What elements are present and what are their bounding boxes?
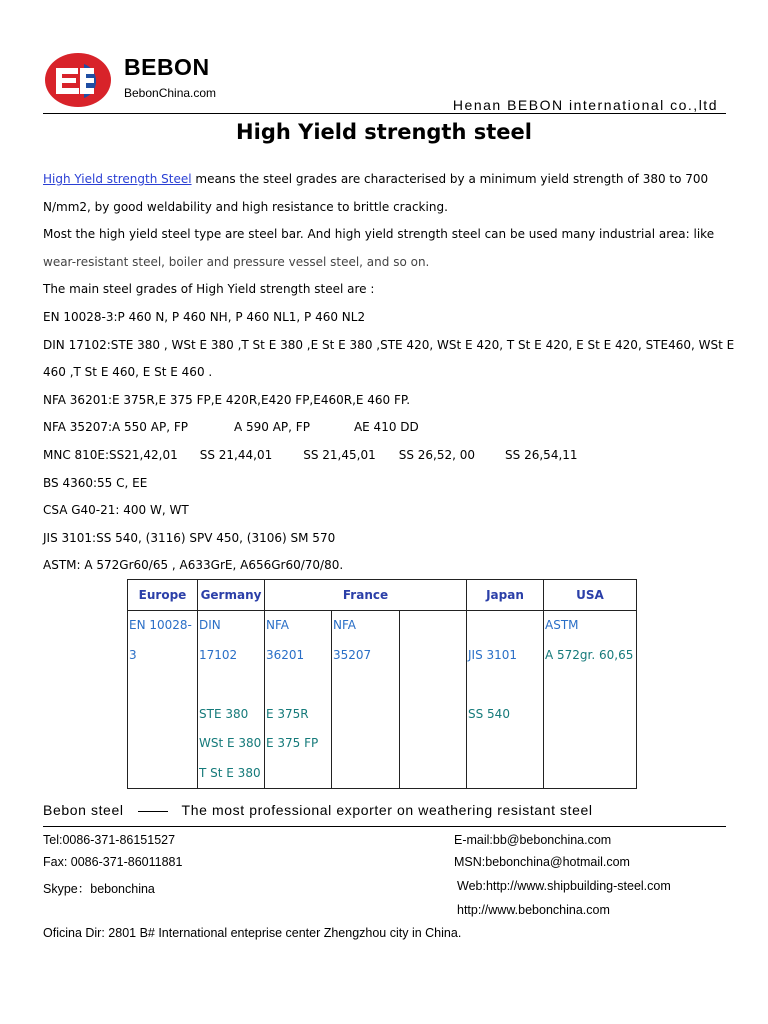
cell-line: [265, 670, 331, 700]
cell-line: 35207: [333, 647, 372, 662]
cell-line: ASTM: [545, 618, 579, 632]
header-germany: Germany: [198, 580, 265, 611]
cell-line: STE 380: [199, 706, 249, 721]
mnc-grades: [43, 442, 733, 470]
cell-france-empty: [400, 611, 467, 789]
cell-japan: [467, 611, 544, 789]
footer-divider: [43, 826, 726, 827]
document-body: [43, 166, 733, 580]
usage-line-2: wear-resistant steel, boiler and pressure vessel steel, and so on.: [43, 254, 430, 269]
cell-line: SS 540: [468, 706, 510, 721]
cell-line: [467, 670, 543, 700]
header-france: France: [265, 580, 467, 611]
company-name: Henan BEBON international co.,ltd: [452, 97, 718, 113]
nfa35207-part: AE 410 DD: [353, 420, 419, 435]
cell-germany: [198, 611, 265, 789]
table-header-row: [128, 580, 637, 611]
nfa35207-part: A 590 AP, FP: [233, 420, 310, 435]
cell-line: NFA: [266, 618, 289, 632]
grade-comparison-table: [127, 579, 637, 789]
header-japan: Japan: [467, 580, 544, 611]
mnc-part: MNC 810E:SS21,42,01: [43, 447, 178, 462]
csa-grades: CSA G40-21: 400 W, WT: [43, 503, 189, 518]
intro-line-2: N/mm2, by good weldability and high resistance to brittle cracking.: [43, 199, 448, 214]
cell-line: NFA: [333, 618, 356, 632]
cell-usa: [544, 611, 637, 789]
table-row: [128, 611, 637, 789]
grades-heading: The main steel grades of High Yield strength steel are :: [43, 282, 375, 297]
header-europe: Europe: [128, 580, 198, 611]
contact-web[interactable]: Web:http://www.shipbuilding-steel.com: [457, 879, 671, 893]
mnc-part: SS 26,54,11: [505, 447, 578, 462]
header-usa: USA: [544, 580, 637, 611]
cell-line: 36201: [266, 647, 305, 662]
din-grades-2: 460 ,T St E 460, E St E 460 .: [43, 365, 213, 380]
cell-europe: [128, 611, 198, 789]
contact-msn[interactable]: MSN:bebonchina@hotmail.com: [454, 855, 630, 869]
contact-email[interactable]: E-mail:bb@bebonchina.com: [454, 833, 612, 847]
contact-web-2[interactable]: http://www.bebonchina.com: [457, 903, 610, 917]
en-grades: EN 10028-3:P 460 N, P 460 NH, P 460 NL1, P 460 NL2: [43, 309, 366, 324]
nfa36201-grades: NFA 36201:E 375R,E 375 FP,E 420R,E420 FP,E460R,E 460 FP.: [43, 392, 411, 407]
cell-france-36201: [265, 611, 332, 789]
tagline-text: The most professional exporter on weathering resistant steel: [181, 802, 593, 818]
intro-line: [43, 166, 733, 194]
cell-line: T St E 380: [199, 765, 261, 780]
contact-address: Oficina Dir: 2801 B# International enteprise center Zhengzhou city in China.: [43, 926, 462, 940]
mnc-part: SS 21,45,01: [303, 447, 376, 462]
cell-line: JIS 3101: [468, 647, 518, 662]
cell-line: E 375R: [266, 706, 309, 721]
cell-line: [198, 670, 264, 700]
contact-fax: Fax: 0086-371-86011881: [43, 855, 183, 869]
cell-line: [467, 611, 543, 641]
cell-line: 3: [129, 647, 137, 662]
nfa35207-grades: [43, 414, 733, 442]
cell-line: A 572gr. 60,65: [545, 647, 634, 662]
page-title: High Yield strength steel: [236, 120, 532, 144]
brand-name: BEBON: [124, 54, 210, 80]
mnc-part: SS 26,52, 00: [398, 447, 476, 462]
mnc-part: SS 21,44,01: [199, 447, 273, 462]
bebon-logo: [44, 52, 112, 108]
usage-line: Most the high yield steel type are steel bar. And high yield strength steel can be used many industrial area: like: [43, 227, 715, 242]
intro-link[interactable]: High Yield strength Steel: [43, 172, 192, 186]
tagline-dash: [138, 811, 168, 812]
cell-france-35207: [332, 611, 400, 789]
cell-line: EN 10028-: [129, 618, 192, 632]
bs-grades: BS 4360:55 C, EE: [43, 475, 148, 490]
intro-text: means the steel grades are characterised by a minimum yield strength of 380 to 700: [191, 172, 709, 186]
contact-skype: Skype：bebonchina: [43, 882, 155, 896]
astm-grades: ASTM: A 572Gr60/65 , A633GrE, A656Gr60/70/80.: [43, 558, 344, 573]
cell-line: 17102: [199, 647, 238, 662]
brand-site: BebonChina.com: [124, 86, 217, 100]
cell-line: WSt E 380: [199, 736, 262, 750]
nfa35207-part: NFA 35207:A 550 AP, FP: [43, 420, 188, 435]
tagline: [43, 802, 593, 818]
jis-grades: JIS 3101:SS 540, (3116) SPV 450, (3106) SM 570: [43, 530, 336, 545]
cell-line: DIN: [199, 618, 221, 632]
cell-line: E 375 FP: [266, 736, 319, 750]
tagline-brand: Bebon steel: [43, 802, 124, 818]
contact-tel: Tel:0086-371-86151527: [43, 833, 176, 847]
din-grades: DIN 17102:STE 380 , WSt E 380 ,T St E 380 ,E St E 380 ,STE 420, WSt E 420, T St E 420, E St E 420, STE460, WSt E: [43, 337, 735, 352]
header-divider: [43, 113, 726, 114]
